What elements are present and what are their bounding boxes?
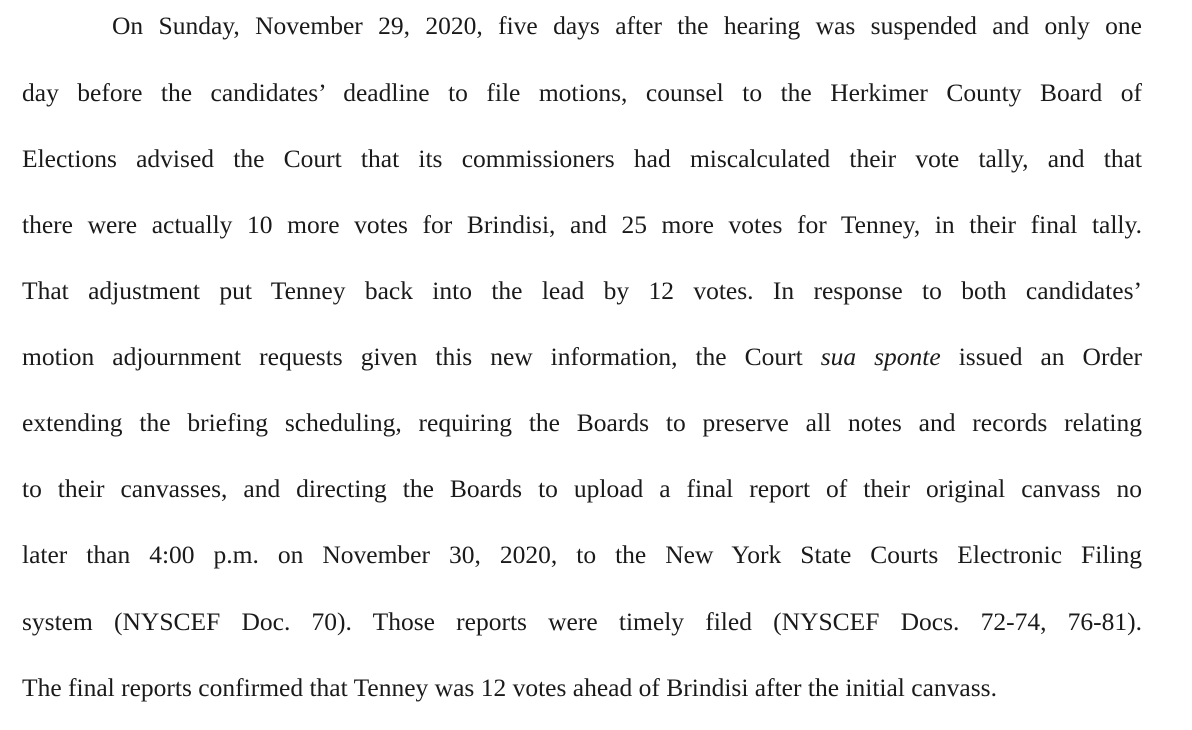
sua-sponte-italic: sua sponte [820, 342, 941, 371]
paragraph-line-4: there were actually 10 more votes for Brindisi, and 25 more votes for Tenney, in their final tally. [22, 210, 1142, 239]
line-6-text-before: motion adjournment requests given this new information, the Court [22, 342, 821, 371]
paragraph-line-8: to their canvasses, and directing the Boards to upload a final report of their original canvass no [22, 474, 1142, 503]
paragraph-line-3: Elections advised the Court that its commissioners had miscalculated their vote tally, and that [22, 144, 1142, 173]
paragraph-line-6 [22, 341, 1142, 373]
paragraph-line-9: later than 4:00 p.m. on November 30, 2020, to the New York State Courts Electronic Filing [22, 540, 1142, 569]
paragraph-line-7: extending the briefing scheduling, requiring the Boards to preserve all notes and records relating [22, 408, 1142, 437]
paragraph-line-2: day before the candidates’ deadline to file motions, counsel to the Herkimer County Board of [22, 78, 1142, 107]
line-6-text-after: issued an Order [940, 342, 1143, 371]
paragraph-line-1: On Sunday, November 29, 2020, five days after the hearing was suspended and only one [112, 11, 1142, 40]
paragraph-line-5: That adjustment put Tenney back into the lead by 12 votes. In response to both candidates’ [22, 276, 1142, 305]
paragraph-line-10: system (NYSCEF Doc. 70). Those reports were timely filed (NYSCEF Docs. 72-74, 76-81). [22, 607, 1142, 636]
paragraph-line-11: The final reports confirmed that Tenney was 12 votes ahead of Brindisi after the initial canvass. [22, 673, 997, 702]
